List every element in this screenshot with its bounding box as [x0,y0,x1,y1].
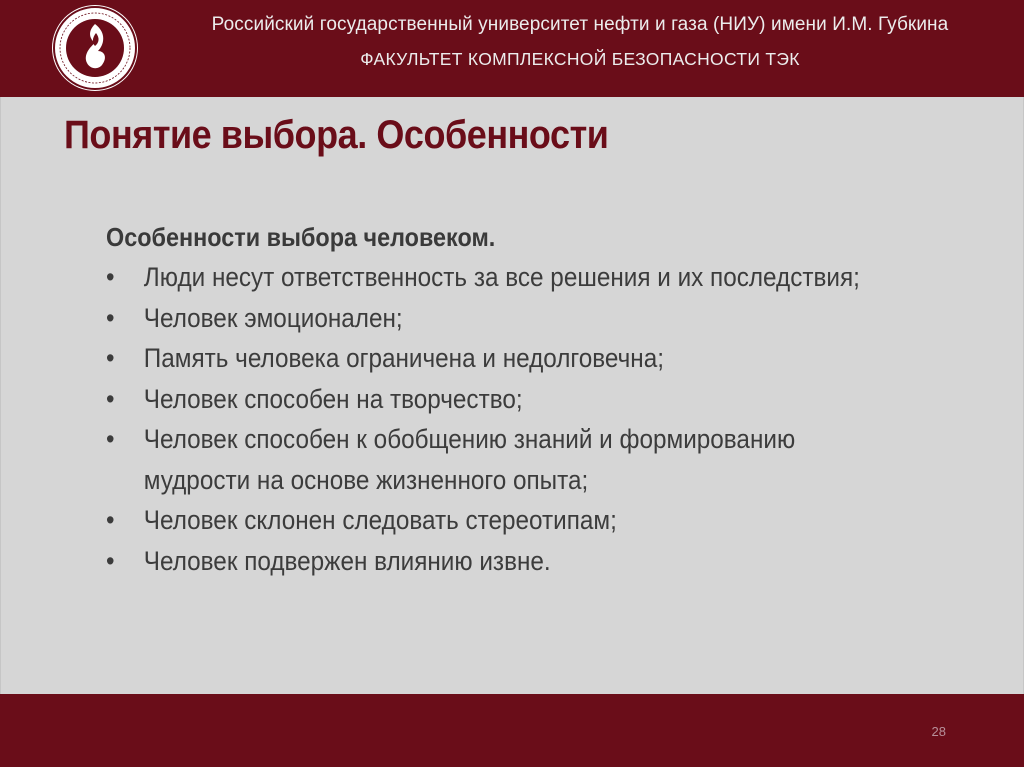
page-number: 28 [931,724,946,739]
list-item [106,419,916,500]
bullet-text: Человек эмоционален; [143,302,403,333]
university-name: Российский государственный университет нефти и газа (НИУ) имени И.М. Губкина [211,14,949,35]
bullet-icon: • [106,302,115,333]
bullet-text-line2: мудрости на основе жизненного опыта; [143,464,589,495]
bullet-icon: • [106,545,115,576]
footer-bar [0,694,1024,767]
header-bar [0,0,1024,97]
faculty-name: ФАКУЛЬТЕТ КОМПЛЕКСНОЙ БЕЗОПАСНОСТИ ТЭК [360,49,800,69]
bullet-icon: • [106,383,115,414]
list-item [106,541,916,582]
bullet-text: Человек способен на творчество; [143,383,523,414]
bullet-list [106,257,916,581]
bullet-text: Человек подвержен влиянию извне. [143,545,551,576]
list-item [106,298,916,339]
list-item [106,338,916,379]
bullet-icon: • [106,505,115,535]
slide-title: Понятие выбора. Особенности [64,113,609,157]
bullet-icon: • [106,262,115,292]
subheading: Особенности выбора человеком. [106,222,496,252]
slide-content [106,217,916,581]
bullet-icon: • [106,343,115,373]
bullet-text: Память человека ограничена и недолговечна; [143,343,664,373]
bullet-icon: • [106,424,115,454]
bullet-text-line1: Человек способен к обобщению знаний и формированию [143,424,796,454]
list-item [106,379,916,420]
list-item [106,257,916,298]
bullet-text: Человек склонен следовать стереотипам; [143,505,617,535]
university-seal-icon [52,5,138,91]
bullet-text: Люди несут ответственность за все решения и их последствия; [143,262,860,292]
list-item [106,500,916,541]
